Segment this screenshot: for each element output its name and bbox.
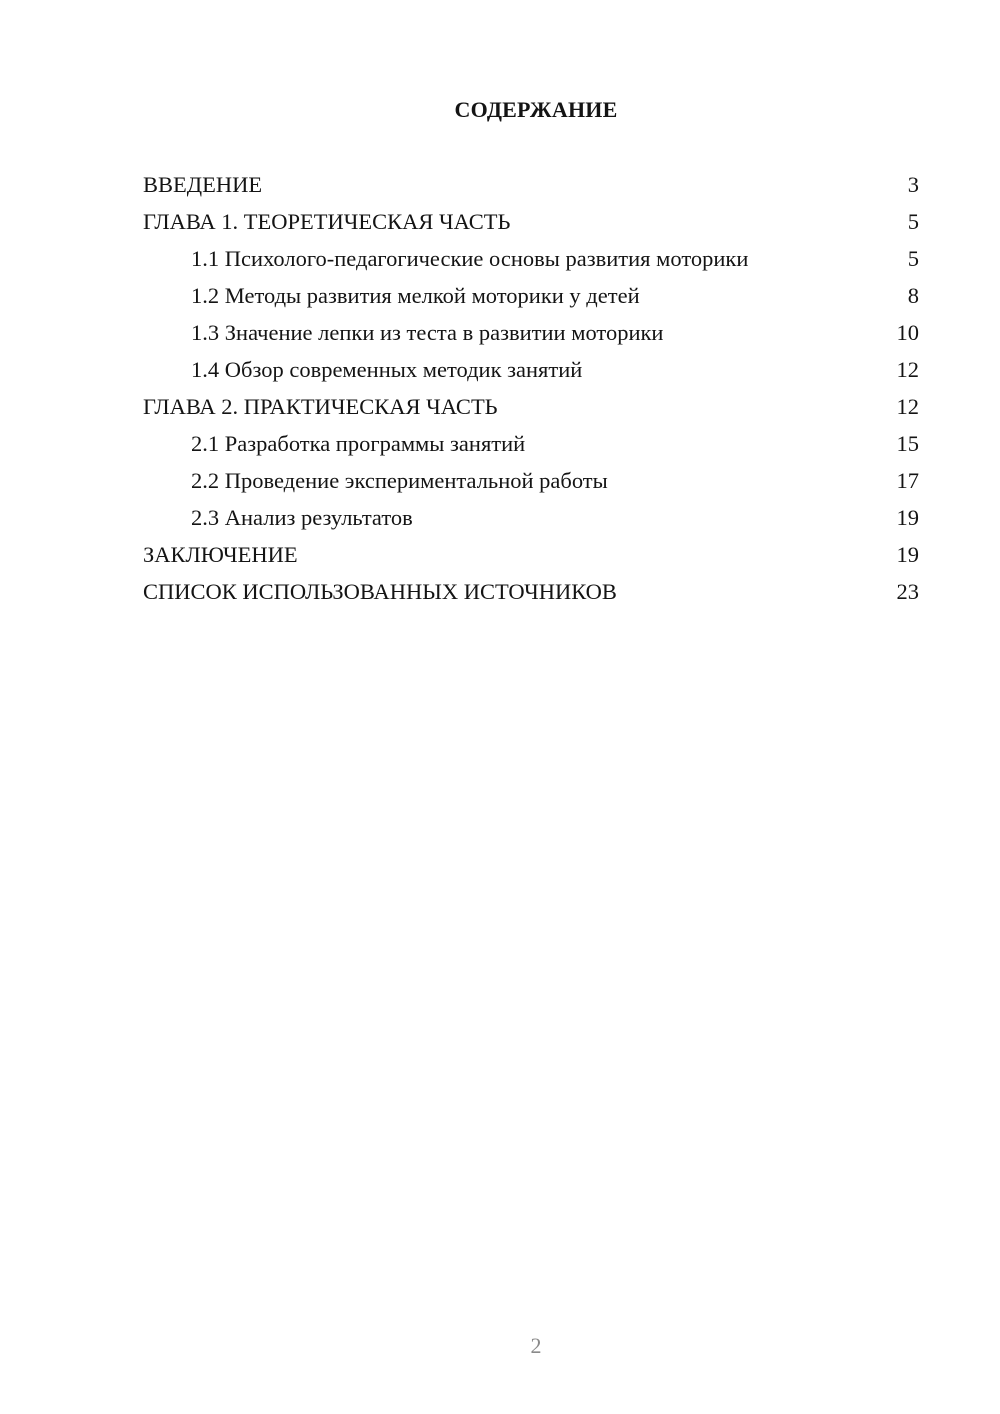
toc-entry-page: 19 (896, 542, 919, 567)
toc-entry-page: 19 (896, 505, 919, 530)
toc-entry (143, 279, 919, 316)
toc-entry-page: 12 (896, 357, 919, 382)
page-number: 2 (530, 1333, 542, 1358)
toc-entry-label: ГЛАВА 2. ПРАКТИЧЕСКАЯ ЧАСТЬ (143, 394, 498, 419)
table-of-contents (143, 168, 919, 612)
toc-entry-label: 1.1 Психолого-педагогические основы развития моторики (191, 246, 749, 271)
toc-entry (143, 205, 919, 242)
toc-entry-page: 15 (896, 431, 919, 456)
toc-entry (143, 427, 919, 464)
toc-entry-label: ГЛАВА 1. ТЕОРЕТИЧЕСКАЯ ЧАСТЬ (143, 209, 511, 234)
toc-entry-label: 1.2 Методы развития мелкой моторики у детей (191, 283, 640, 308)
toc-entry-label: 2.2 Проведение экспериментальной работы (191, 468, 608, 493)
toc-entry (143, 538, 919, 575)
toc-entry-label: 2.1 Разработка программы занятий (191, 431, 526, 456)
toc-entry (143, 390, 919, 427)
toc-entry-page: 17 (896, 468, 919, 493)
toc-entry-page: 8 (907, 283, 919, 308)
toc-entry (143, 353, 919, 390)
toc-entry (143, 464, 919, 501)
toc-entry-page: 12 (896, 394, 919, 419)
toc-entry-label: ЗАКЛЮЧЕНИЕ (143, 542, 298, 567)
toc-entry-label: 2.3 Анализ результатов (191, 505, 413, 530)
toc-entry-page: 5 (907, 246, 919, 271)
toc-entry (143, 316, 919, 353)
toc-entry (143, 575, 919, 612)
toc-entry-label: 1.4 Обзор современных методик занятий (191, 357, 583, 382)
toc-entry-page: 3 (907, 172, 919, 197)
toc-entry-page: 10 (896, 320, 919, 345)
toc-entry-page: 5 (907, 209, 919, 234)
toc-entry-page: 23 (896, 579, 919, 604)
toc-entry-label: ВВЕДЕНИЕ (143, 172, 263, 197)
toc-entry (143, 242, 919, 279)
toc-entry (143, 168, 919, 205)
toc-entry-label: 1.3 Значение лепки из теста в развитии моторики (191, 320, 664, 345)
toc-title: СОДЕРЖАНИЕ (454, 97, 618, 122)
toc-entry (143, 501, 919, 538)
toc-entry-label: СПИСОК ИСПОЛЬЗОВАННЫХ ИСТОЧНИКОВ (143, 579, 617, 604)
